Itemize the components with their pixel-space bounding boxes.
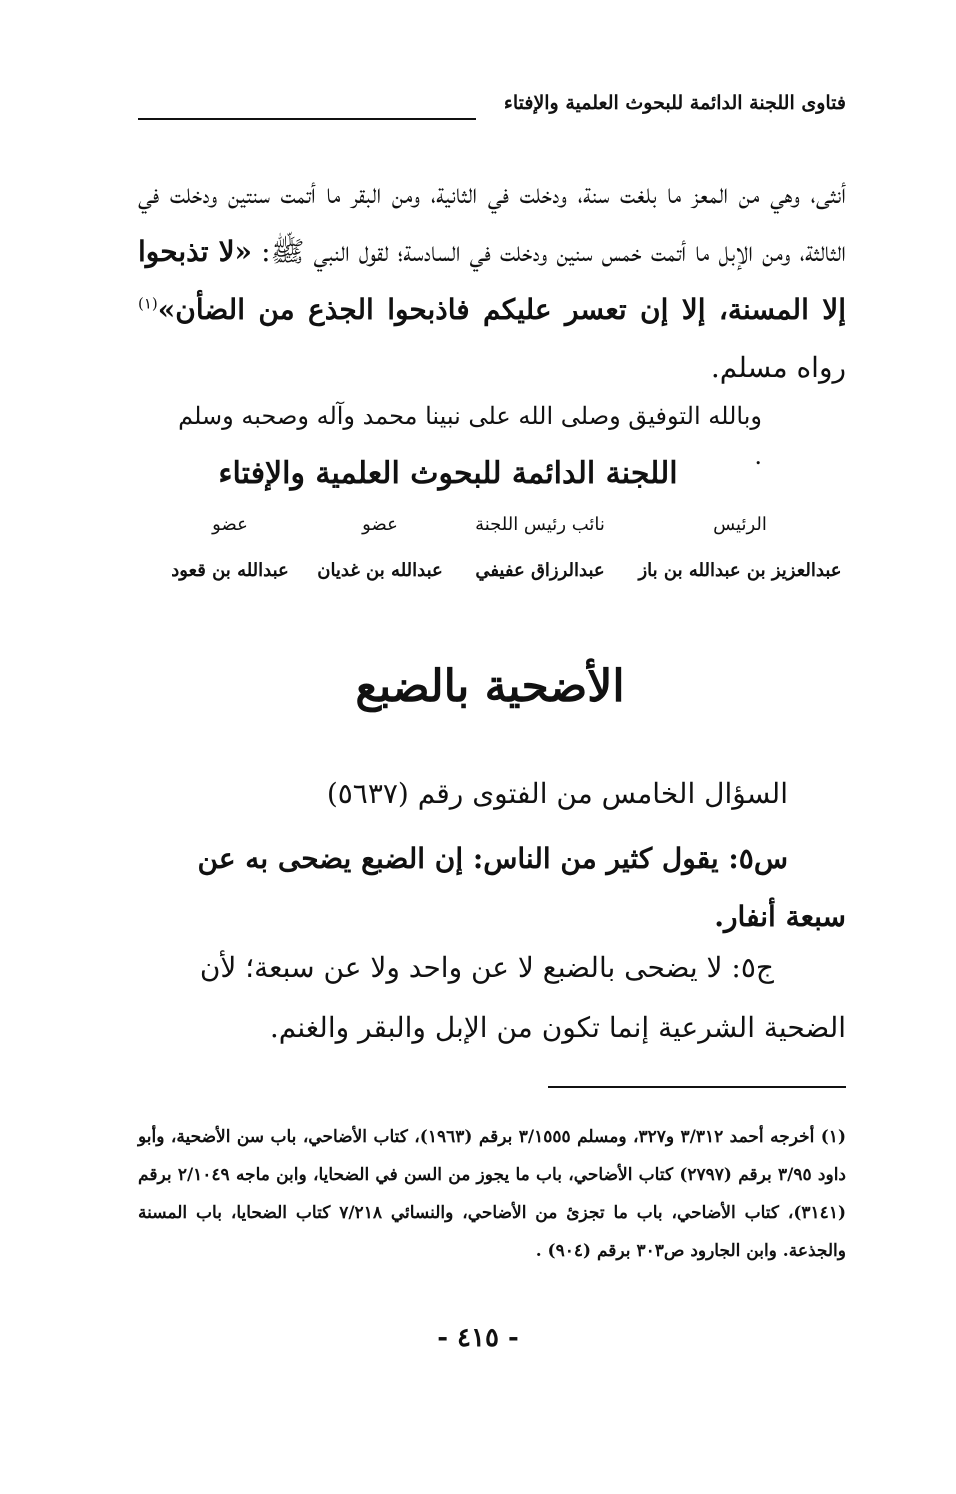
question-text: س٥: يقول كثير من الناس: إن الضبع يضحى به عن سبعة أنفار. [197, 842, 846, 933]
role-deputy-chair: نائب رئيس اللجنة [475, 514, 605, 535]
committee-title: اللجنة الدائمة للبحوث العلمية والإفتاء [218, 456, 678, 491]
question-intro: السؤال الخامس من الفتوى رقم (٥٦٣٧) [326, 777, 788, 810]
header-rule [138, 118, 476, 120]
name-member-2: عبدالله بن غديان [317, 560, 443, 581]
answer-paragraph [138, 938, 846, 1058]
answer-text: ج٥: لا يضحى بالضبع لا عن واحد ولا عن سبعة؛ لأن الضحية الشرعية إنما تكون من الإبل والبقر والغنم. [199, 951, 846, 1044]
name-chair: عبدالعزيز بن عبدالله بن باز [638, 560, 842, 581]
body-paragraph [138, 165, 846, 397]
narrator-text: رواه مسلم. [710, 351, 846, 384]
role-member-2: عضو [362, 514, 398, 535]
page-number: - ٤١٥ - [437, 1323, 519, 1353]
name-deputy-chair: عبدالرزاق عفيفي [475, 560, 605, 581]
question-paragraph [138, 830, 846, 946]
role-member-1: عضو [212, 514, 248, 535]
running-title: فتاوى اللجنة الدائمة للبحوث العلمية والإفتاء [503, 92, 846, 114]
hadith-quote: «لا تذبحوا إلا المسنة، إلا إن تعسر عليكم فاذبحوا الجذع من الضأن» [138, 235, 846, 326]
body-text: أنثى، وهي من المعز ما بلغت سنة، ودخلت في الثانية، ومن البقر ما أتمت سنتين ودخلت في الثالثة، ومن الإبل ما أتمت خمس سنين ودخلت في السادسة؛ لقول النبي ﷺ: [138, 177, 846, 268]
running-header [138, 88, 846, 128]
footnote-separator [548, 1086, 846, 1088]
footnote-reference: (١) [138, 294, 158, 313]
committee-names [165, 560, 845, 581]
committee-roles [165, 514, 845, 535]
section-heading: الأضحية بالضبع [355, 661, 625, 712]
footnote: (١) أخرجه أحمد ٣/٣١٢ و٣٢٧، ومسلم ٣/١٥٥٥ برقم (١٩٦٣)، كتاب الأضاحي، باب سن الأضحية، وأبو داود ٣/٩٥ برقم (٢٧٩٧) كتاب الأضاحي، باب ما يجوز من السن في الضحايا، وابن ماجه ٢/١٠٤٩ برقم (٣١٤١)، كتاب الأضاحي، باب ما تجزئ من الأضاحي، والنسائي ٧/٢١٨ كتاب الضحايا، باب المسنة والجذعة. وابن الجارود ص٣٠٣ برقم (٩٠٤) . [138, 1127, 846, 1261]
name-member-1: عبدالله بن قعود [171, 560, 289, 581]
closing-line: وبالله التوفيق وصلى الله على نبينا محمد وآله وصحبه وسلم . [178, 402, 762, 470]
role-chair: الرئيس [713, 514, 767, 535]
